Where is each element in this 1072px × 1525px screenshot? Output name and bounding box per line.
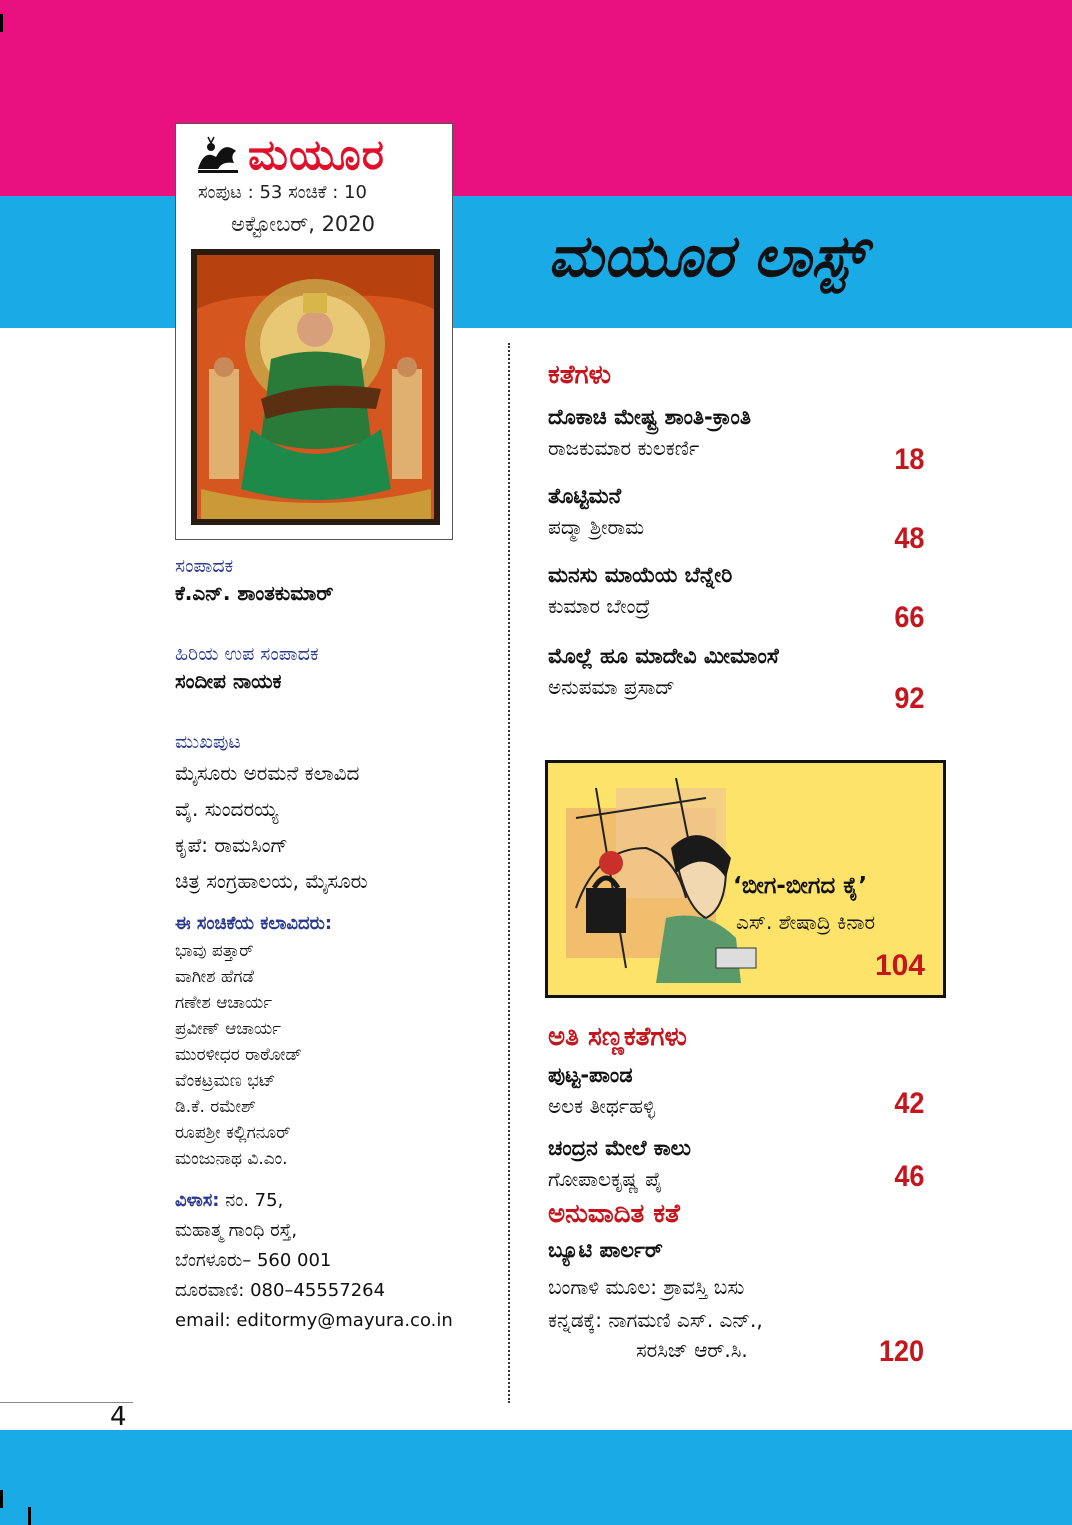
cover-painting (191, 249, 440, 525)
entry-title: ತೊಟ್ಟಿಮನೆ (548, 484, 622, 508)
phone-line: ದೂರವಾಣಿ: 080–45557264 (175, 1280, 386, 1301)
entry-page: 18 (893, 443, 924, 476)
feature-author: ಎಸ್. ಶೇಷಾದ್ರಿ ಕಿನಾರ (736, 910, 876, 934)
toc-entry[interactable] (548, 1238, 928, 1368)
artist-name: ಭಾವು ಪತ್ತಾರ್ (175, 941, 254, 961)
bottom-cyan-band (0, 1430, 1072, 1525)
page-number: 4 (110, 1402, 127, 1432)
table-of-contents (548, 360, 928, 715)
toc-entry[interactable] (548, 1136, 928, 1191)
address-block (175, 1186, 485, 1336)
magazine-logo (194, 130, 385, 180)
feature-page: 104 (874, 949, 925, 982)
entry-author: ಅಲಕ ತೀರ್ಥಹಳ್ಳಿ (548, 1094, 656, 1118)
entry-page: 92 (893, 682, 924, 715)
artist-name: ವೆಂಕಟ್ರಮಣ ಭಟ್ (175, 1071, 276, 1091)
entry-author: ಅನುಪಮಾ ಪ್ರಸಾದ್ (548, 675, 675, 699)
toc-entry[interactable] (548, 563, 928, 634)
entry-author: ಗೋಪಾಲಕೃಷ್ಣ ಪೈ (548, 1167, 663, 1191)
toc-entry[interactable] (548, 644, 928, 715)
masthead-box (175, 123, 453, 540)
address-line: ಮಹಾತ್ಮ ಗಾಂಧಿ ರಸ್ತೆ, (175, 1220, 298, 1241)
entry-page: 48 (893, 522, 924, 555)
artist-name: ಡಿ.ಕೆ. ರಮೇಶ್ (175, 1097, 256, 1117)
artist-name: ಮುರಳೀಧರ ರಾಠೋಡ್ (175, 1045, 302, 1065)
short-stories-heading: ಅತಿ ಸಣ್ಣಕತೆಗಳು (548, 1022, 687, 1052)
crop-mark (0, 14, 3, 32)
crop-mark (28, 1507, 31, 1525)
entry-credit-line: ಸರಸಿಜ್ ಆರ್.ಸಿ. (636, 1338, 748, 1362)
featured-story-box[interactable] (545, 760, 946, 998)
artist-name: ಮಂಜುನಾಥ ವಿ.ಎಂ. (175, 1149, 288, 1169)
column-divider (508, 343, 510, 1403)
entry-page: 66 (893, 601, 924, 634)
address-label: ವಿಳಾಸ: (175, 1190, 220, 1211)
entry-author: ಕುಮಾರ ಬೇಂದ್ರೆ (548, 594, 651, 618)
entry-page: 120 (878, 1335, 924, 1368)
entry-author: ರಾಜಕುಮಾರ ಕುಲಕರ್ಣಿ (548, 436, 700, 460)
toc-entry[interactable] (548, 405, 928, 476)
address-line: ನಂ. 75, (225, 1190, 284, 1211)
artist-name: ವಾಗೀಶ ಹೆಗಡೆ (175, 967, 254, 987)
entry-title: ಬ್ಯೂಟಿ ಪಾರ್ಲರ್ (548, 1238, 663, 1262)
artists-label: ಈ ಸಂಚಿಕೆಯ ಕಲಾವಿದರು: (175, 913, 333, 934)
entry-page: 46 (893, 1160, 924, 1193)
entry-credit-line: ಬಂಗಾಳಿ ಮೂಲ: ಶ್ರಾವಸ್ತಿ ಬಸು (548, 1275, 745, 1299)
artist-name: ರೂಪಶ್ರೀ ಕಲ್ಲಿಗನೂರ್ (175, 1123, 291, 1143)
entry-title: ಮೊಲ್ಲೆ ಹೂ ಮಾದೇವಿ ಮೀಮಾಂಸೆ (548, 644, 779, 668)
cover-label: ಮುಖಪುಟ (175, 731, 241, 753)
toc-entry[interactable] (548, 1063, 928, 1118)
artist-name: ಗಣೇಶ ಆಚಾರ್ಯ (175, 993, 273, 1013)
stories-heading: ಕತೆಗಳು (548, 360, 611, 390)
email-line: email: editormy@mayura.co.in (175, 1310, 453, 1331)
crop-mark (0, 1490, 3, 1508)
artists-list (175, 938, 485, 1172)
editor-label: ಸಂಪಾದಕ (175, 555, 234, 577)
cover-line: ಚಿತ್ರ ಸಂಗ್ರಹಾಲಯ, ಮೈಸೂರು (175, 869, 368, 893)
entry-title: ಮನಸು ಮಾಯೆಯ ಬೆನ್ನೇರಿ (548, 563, 733, 587)
address-line-first (175, 1186, 485, 1216)
section-title: ಮಯೂರ ಲಾಸ್ಟ್ (548, 222, 865, 290)
cover-line: ವೈ. ಸುಂದರಯ್ಯ (175, 797, 279, 821)
entry-author: ಪದ್ಮಾ ಶ್ರೀರಾಮ (548, 515, 645, 539)
entry-title: ಚಂದ್ರನ ಮೇಲೆ ಕಾಲು (548, 1136, 691, 1160)
editor-name: ಕೆ.ಎನ್. ಶಾಂತಕುಮಾರ್ (175, 581, 334, 605)
cover-line: ಕೃಪೆ: ರಾಮಸಿಂಗ್ (175, 833, 288, 857)
cover-line: ಮೈಸೂರು ಅರಮನೆ ಕಲಾವಿದ (175, 761, 360, 785)
volume-issue: ಸಂಪುಟ : 53 ಸಂಚಿಕೆ : 10 (198, 182, 367, 203)
top-cyan-band (0, 196, 1072, 328)
cover-credit (175, 755, 485, 899)
address-line: ಬೆಂಗಳೂರು– 560 001 (175, 1250, 332, 1271)
entry-credit-line: ಕನ್ನಡಕ್ಕೆ: ನಾಗಮಣಿ ಎಸ್. ಎನ್., (548, 1308, 763, 1332)
feature-title: ‘ಬೀಗ-ಬೀಗದ ಕೈ’ (733, 873, 868, 899)
sub-editor-name: ಸಂದೀಪ ನಾಯಕ (175, 669, 282, 693)
logo-text: ಮಯೂರ (248, 130, 385, 179)
entry-page: 42 (893, 1087, 924, 1120)
sub-editor-label: ಹಿರಿಯ ಉಪ ಸಂಪಾದಕ (175, 643, 319, 665)
translated-heading: ಅನುವಾದಿತ ಕತೆ (548, 1199, 680, 1229)
entry-title: ದೊಕಾಚಿ ಮೇಷ್ಟ್ರ ಶಾಂತಿ-ಕ್ರಾಂತಿ (548, 405, 751, 429)
entry-title: ಪುಟ್ಟ-ಪಾಂಡ (548, 1063, 633, 1087)
toc-entry[interactable] (548, 484, 928, 555)
artist-name: ಪ್ರವೀಣ್ ಆಚಾರ್ಯ (175, 1019, 281, 1039)
issue-date: ಅಕ್ಟೋಬರ್, 2020 (231, 212, 376, 236)
top-pink-band (0, 0, 1072, 196)
table-of-contents-lower (548, 1022, 928, 1368)
credits-column (175, 555, 485, 1336)
peacock-logo-icon (194, 135, 242, 175)
